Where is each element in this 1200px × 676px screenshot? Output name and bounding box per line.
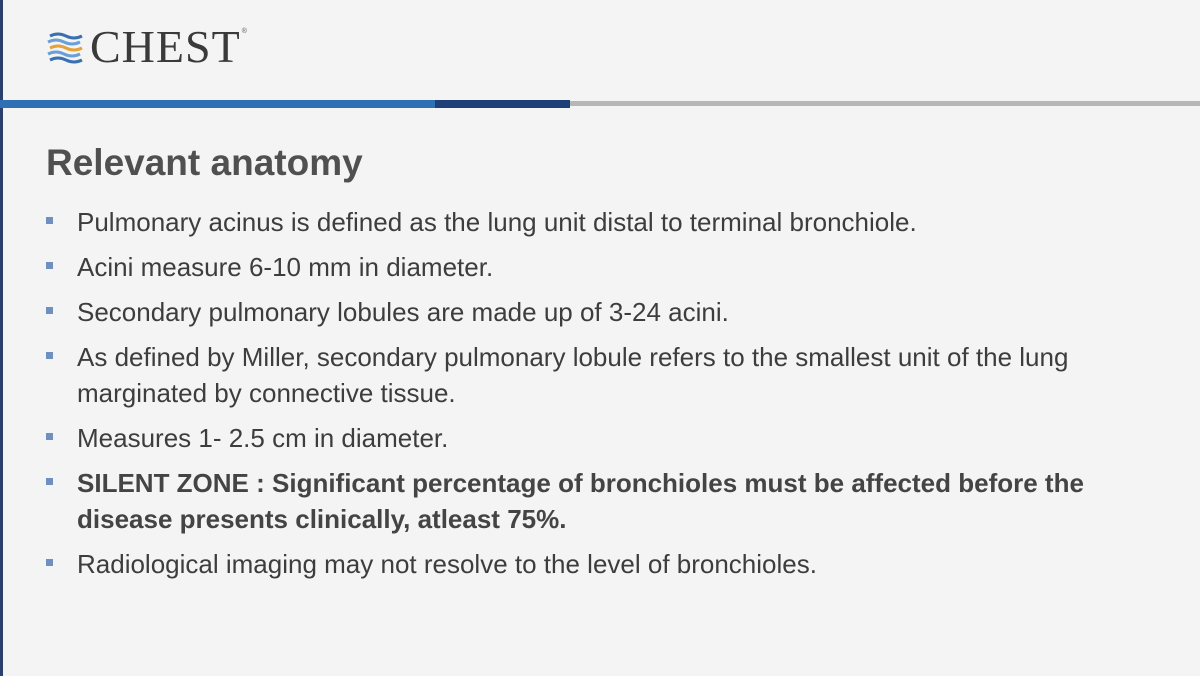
bullet-marker bbox=[46, 262, 53, 269]
bullet-marker bbox=[46, 433, 53, 440]
bullet-text: Secondary pulmonary lobules are made up of 3-24 acini. bbox=[77, 297, 729, 327]
bullet-item bbox=[46, 546, 1176, 582]
bullet-item bbox=[46, 339, 1176, 411]
bullet-text: SILENT ZONE : Significant percentage of bronchioles must be affected before the disease presents clinically, atleast 75%. bbox=[77, 468, 1084, 534]
bullet-item bbox=[46, 294, 1176, 330]
bullet-list bbox=[46, 204, 1176, 591]
header-rule bbox=[0, 100, 1200, 108]
slide-title: Relevant anatomy bbox=[46, 142, 363, 183]
rule-segment-grey bbox=[570, 101, 1200, 106]
bullet-text: Measures 1- 2.5 cm in diameter. bbox=[77, 423, 449, 453]
bullet-marker bbox=[46, 478, 53, 485]
bullet-item bbox=[46, 204, 1176, 240]
bullet-item-emphasis bbox=[46, 465, 1176, 537]
bullet-item bbox=[46, 420, 1176, 456]
rule-segment-light-blue bbox=[0, 100, 435, 108]
bullet-text: As defined by Miller, secondary pulmonary lobule refers to the smallest unit of the lung marginated by connective tissue. bbox=[77, 342, 1069, 408]
bullet-text: Radiological imaging may not resolve to the level of bronchioles. bbox=[77, 549, 817, 579]
bullet-marker bbox=[46, 307, 53, 314]
bullet-text: Acini measure 6-10 mm in diameter. bbox=[77, 252, 494, 282]
rule-segment-dark-blue bbox=[435, 100, 570, 108]
chest-logo-icon bbox=[44, 27, 84, 67]
chest-logo bbox=[44, 21, 247, 72]
bullet-marker bbox=[46, 217, 53, 224]
logo-trademark: ® bbox=[241, 28, 247, 35]
bullet-marker bbox=[46, 352, 53, 359]
bullet-marker bbox=[46, 559, 53, 566]
bullet-item bbox=[46, 249, 1176, 285]
logo-text: CHEST bbox=[90, 21, 241, 72]
bullet-text: Pulmonary acinus is defined as the lung unit distal to terminal bronchiole. bbox=[77, 207, 917, 237]
